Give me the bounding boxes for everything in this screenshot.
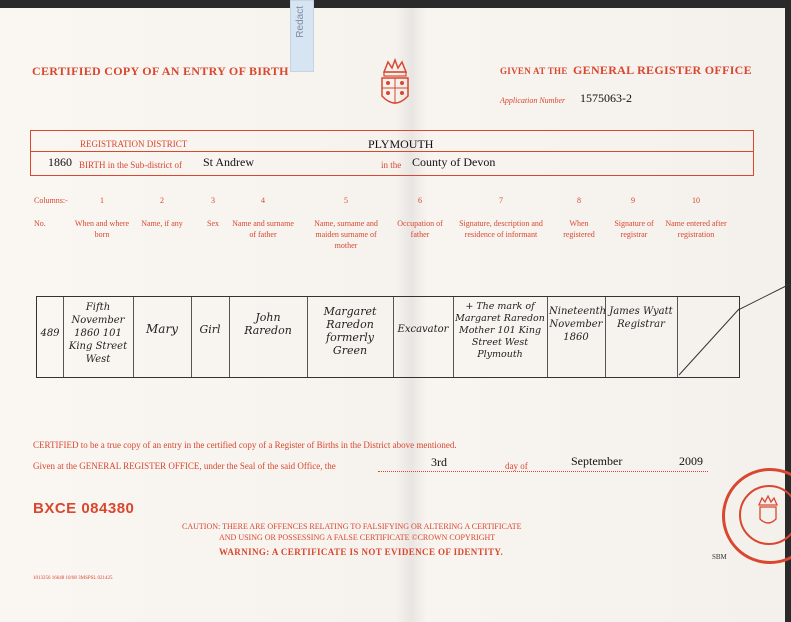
column-number: 8: [577, 196, 581, 205]
entry-table: [36, 296, 740, 378]
entry-no: 489: [40, 328, 60, 339]
stamp-crest-icon: [751, 495, 785, 529]
column-header: Name, surname and maiden surname of mother: [314, 219, 378, 250]
caution-line-2: AND USING OR POSSESSING A FALSE CERTIFICATE ©CROWN COPYRIGHT: [219, 533, 496, 542]
entry-when-registered: Nineteenth November 1860: [549, 306, 607, 343]
footer-code: 1013256 16648 10/08 3MSPSL 021425: [33, 576, 113, 581]
certification-day: 3rd: [431, 455, 447, 469]
certification-line-1: CERTIFIED to be a true copy of an entry in the certified copy of a Register of Births in the District above mentioned.: [33, 440, 457, 450]
entry-when-where: Fifth November 1860 101 King Street West: [68, 302, 128, 365]
application-number: 1575063-2: [580, 91, 632, 105]
certificate-title: CERTIFIED COPY OF AN ENTRY OF BIRTH: [32, 64, 289, 78]
entry-name: Mary: [146, 322, 178, 336]
column-number: 2: [160, 196, 164, 205]
column-number: 7: [499, 196, 503, 205]
column-header: Name, if any: [141, 219, 183, 228]
no-label: No.: [34, 219, 46, 228]
column-header: When and where born: [74, 219, 130, 239]
sub-district-value: St Andrew: [203, 155, 254, 169]
column-number: 9: [631, 196, 635, 205]
entry-registrar: James Wyatt Registrar: [609, 306, 673, 330]
caution-line-1: CAUTION: THERE ARE OFFENCES RELATING TO FALSIFYING OR ALTERING A CERTIFICATE: [182, 522, 522, 531]
application-number-label: Application Number: [500, 96, 566, 105]
columns-label: Columns:-: [34, 196, 68, 205]
redact-tab-label: Redact: [295, 6, 306, 38]
certification-month: September: [571, 454, 623, 468]
column-number: 3: [211, 196, 215, 205]
royal-crest-icon: [376, 58, 414, 116]
column-header: Name entered after registration: [665, 219, 727, 239]
gro-stamp: [722, 468, 791, 564]
entry-father: John Raredon: [244, 311, 292, 337]
registration-year: 1860: [48, 155, 72, 169]
entry-mother: Margaret Raredon formerly Green: [323, 305, 377, 357]
cancellation-stroke-extension-icon: [738, 282, 791, 312]
column-number: 1: [100, 196, 104, 205]
birth-subdistrict-label: BIRTH in the Sub-district of: [79, 160, 182, 170]
column-number: 10: [692, 196, 700, 205]
entry-occupation: Excavator: [397, 324, 449, 335]
warning-line: WARNING: A CERTIFICATE IS NOT EVIDENCE OF IDENTITY.: [219, 547, 504, 557]
column-header: Sex: [207, 219, 219, 228]
in-the-label: in the: [381, 160, 402, 170]
sbm-mark: SBM: [712, 553, 727, 561]
county-value: County of Devon: [412, 155, 496, 169]
cancellation-stroke-icon: [677, 297, 739, 377]
office-title: GENERAL REGISTER OFFICE: [573, 63, 752, 77]
column-number: 5: [344, 196, 348, 205]
column-header: When registered: [563, 219, 595, 239]
entry-informant: + The mark of Margaret Raredon Mother 101 King Street West Plymouth: [455, 301, 545, 360]
redact-tab[interactable]: [290, 0, 314, 72]
certification-year: 2009: [679, 454, 703, 468]
certification-line-2: Given at the GENERAL REGISTER OFFICE, under the Seal of the said Office, the: [33, 461, 336, 471]
entry-sex: Girl: [199, 323, 221, 336]
column-number: 4: [261, 196, 265, 205]
scan-border-top: [0, 0, 791, 8]
district-value: PLYMOUTH: [368, 137, 434, 151]
column-header: Signature of registrar: [614, 219, 654, 239]
column-number: 6: [418, 196, 422, 205]
column-header: Occupation of father: [397, 219, 443, 239]
day-of-label: day of: [505, 461, 528, 471]
given-at-prefix: GIVEN AT THE: [500, 66, 568, 76]
serial-number: BXCE 084380: [33, 500, 135, 517]
column-header: Name and surname of father: [232, 219, 294, 239]
column-header: Signature, description and residence of informant: [459, 219, 543, 239]
district-label: REGISTRATION DISTRICT: [80, 139, 188, 149]
